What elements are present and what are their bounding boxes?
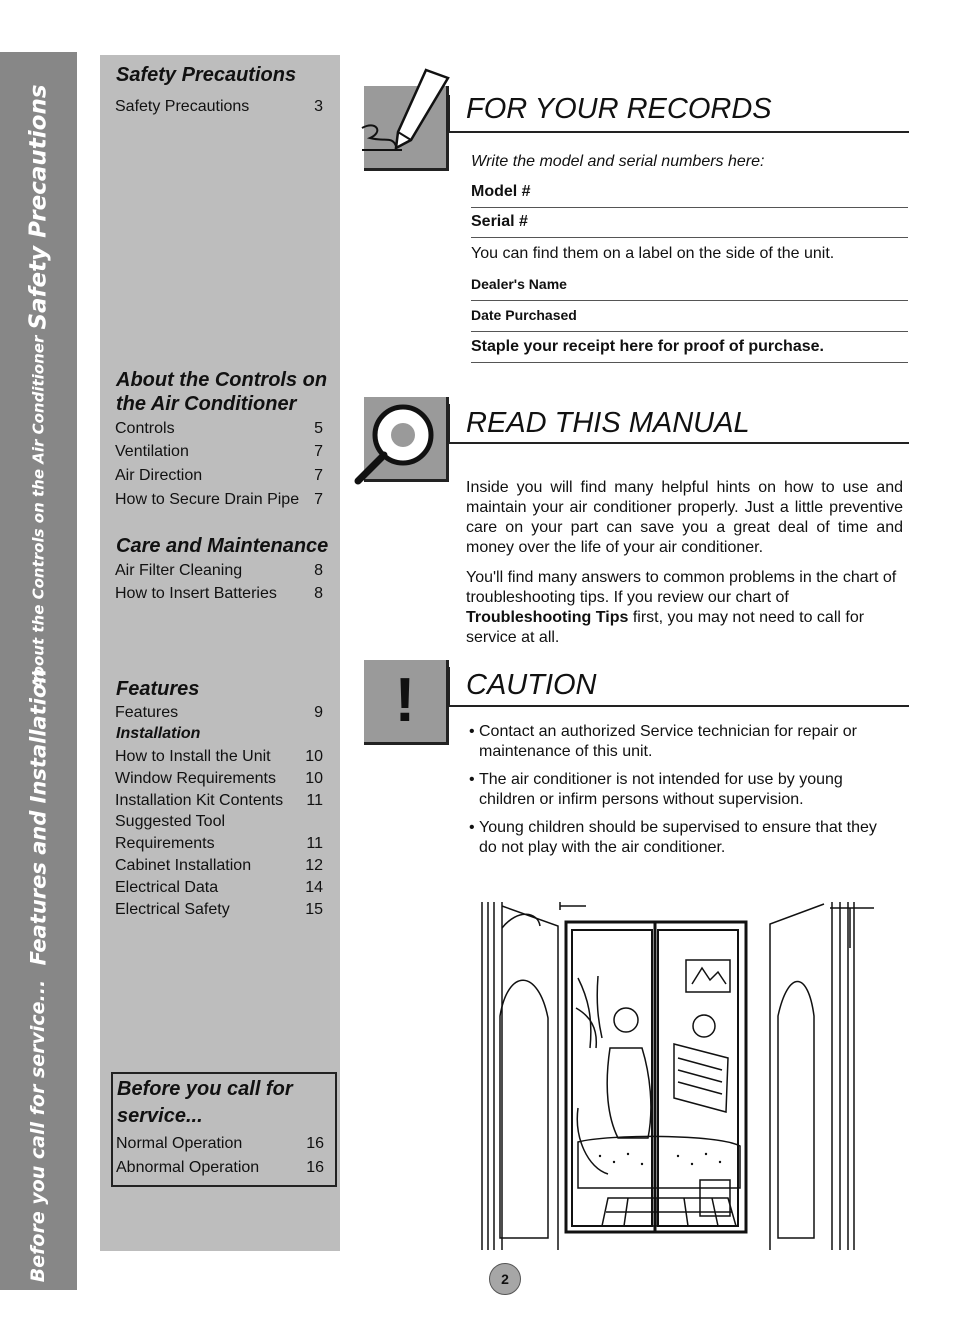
toc-heading-features: Features bbox=[116, 678, 200, 700]
caution-bullet-text: Contact an authorized Service technician for repair or maintenance of this unit. bbox=[479, 723, 857, 760]
toc-item[interactable] bbox=[115, 703, 323, 723]
model-label: Model # bbox=[471, 183, 531, 200]
toc-item-page: 15 bbox=[305, 901, 323, 918]
toc-item[interactable] bbox=[116, 1158, 324, 1178]
toc-item[interactable] bbox=[115, 878, 323, 898]
toc-item-label: Air Direction bbox=[115, 467, 203, 484]
pen-writing-icon bbox=[364, 86, 449, 171]
exclamation-glyph: ! bbox=[394, 666, 416, 735]
page-number: 2 bbox=[489, 1263, 521, 1295]
toc-service-box bbox=[111, 1072, 337, 1187]
toc-item-page: 16 bbox=[306, 1159, 324, 1176]
staple-note-text: Staple your receipt here for proof of purchase. bbox=[471, 338, 824, 355]
toc-heading-care: Care and Maintenance bbox=[116, 535, 329, 557]
toc-item-page: 16 bbox=[306, 1135, 324, 1152]
section-rule bbox=[450, 131, 909, 133]
toc-item[interactable] bbox=[115, 490, 323, 510]
sidebar-tab-label: About the Controls on the Air Conditioner bbox=[29, 335, 48, 689]
toc-item-label: Abnormal Operation bbox=[116, 1159, 260, 1176]
toc-item-label: Suggested Tool bbox=[115, 813, 226, 830]
toc-item-page: 14 bbox=[305, 879, 323, 896]
family-window-illustration bbox=[478, 898, 878, 1250]
dealer-label: Dealer's Name bbox=[471, 276, 567, 292]
dealer-field[interactable] bbox=[471, 276, 908, 301]
toc-item-label: Window Requirements bbox=[115, 770, 276, 787]
sidebar-tab-controls[interactable] bbox=[0, 335, 77, 689]
label-note: You can find them on a label on the side of the unit. bbox=[471, 245, 835, 262]
toc-item[interactable] bbox=[115, 834, 323, 854]
serial-label: Serial # bbox=[471, 213, 528, 230]
toc-item-label: Normal Operation bbox=[116, 1135, 243, 1152]
toc-heading-service bbox=[117, 1076, 293, 1130]
table-of-contents bbox=[100, 55, 340, 1251]
sidebar-tab-label: Before you call for service... bbox=[27, 979, 50, 1283]
toc-item[interactable] bbox=[115, 900, 323, 920]
section-sidebar bbox=[0, 52, 77, 1290]
toc-item[interactable] bbox=[115, 561, 323, 581]
staple-note bbox=[471, 338, 908, 363]
toc-item[interactable] bbox=[116, 1134, 324, 1154]
toc-item[interactable] bbox=[115, 442, 323, 462]
manual-paragraph-2-text: You'll find many answers to common problems in the chart of troubleshooting tips. If you review our chart of bbox=[466, 569, 897, 606]
caution-bullet-text: The air conditioner is not intended for use by young children or infirm persons without supervision. bbox=[479, 771, 843, 808]
sidebar-tab-service[interactable] bbox=[0, 972, 77, 1290]
toc-heading-safety: Safety Precautions bbox=[116, 64, 297, 86]
caution-bullet: • Young children should be supervised to ensure that they do not play with the air conditioner. bbox=[469, 818, 899, 858]
toc-item-label: Installation Kit Contents bbox=[115, 792, 284, 809]
manual-paragraph-2 bbox=[466, 568, 903, 648]
model-field[interactable] bbox=[471, 183, 908, 208]
manual-title: READ THIS MANUAL bbox=[466, 407, 750, 439]
sidebar-tab-label: Features and Installation bbox=[26, 668, 51, 966]
toc-item[interactable] bbox=[115, 97, 323, 117]
toc-item-label: Ventilation bbox=[115, 443, 189, 460]
records-title: FOR YOUR RECORDS bbox=[466, 93, 772, 125]
troubleshooting-tips-bold: Troubleshooting Tips bbox=[466, 609, 629, 626]
manual-paragraph-1: Inside you will find many helpful hints on how to use and maintain your air conditioner properly. Just a little preventive care on your part can save you a great deal of time and money over the life of your air conditioner. bbox=[466, 479, 903, 556]
toc-item[interactable] bbox=[115, 466, 323, 486]
section-bar bbox=[447, 404, 450, 444]
toc-item-label: Air Filter Cleaning bbox=[115, 562, 243, 579]
serial-field[interactable] bbox=[471, 213, 908, 238]
toc-item-label: Safety Precautions bbox=[115, 98, 250, 115]
date-field[interactable] bbox=[471, 307, 908, 332]
toc-item-page: 8 bbox=[314, 585, 323, 602]
toc-item-page: 7 bbox=[314, 443, 323, 460]
caution-bullet: • Contact an authorized Service technician for repair or maintenance of this unit. bbox=[469, 722, 899, 762]
toc-heading-controls bbox=[116, 368, 331, 416]
toc-heading-line: service... bbox=[117, 1105, 203, 1127]
sidebar-tab-features[interactable] bbox=[0, 662, 77, 972]
section-rule bbox=[450, 705, 909, 707]
toc-item-page: 8 bbox=[314, 562, 323, 579]
toc-item-page: 10 bbox=[305, 748, 323, 765]
toc-item[interactable] bbox=[115, 791, 323, 811]
toc-heading-line: About the Controls on bbox=[116, 369, 328, 391]
sidebar-tab-label: Safety Precautions bbox=[25, 84, 52, 330]
section-bar bbox=[447, 95, 450, 133]
caution-bullet-text: Young children should be supervised to ensure that they do not play with the air conditioner. bbox=[479, 819, 877, 856]
sidebar-tab-safety[interactable] bbox=[0, 52, 77, 362]
toc-item-page: 9 bbox=[314, 704, 323, 721]
date-label: Date Purchased bbox=[471, 307, 577, 323]
toc-item-label: Features bbox=[115, 704, 179, 721]
magnifier-icon bbox=[364, 397, 449, 482]
toc-item-label: How to Secure Drain Pipe bbox=[115, 491, 300, 508]
toc-item-label: How to Install the Unit bbox=[115, 748, 271, 765]
toc-item-page: 10 bbox=[305, 770, 323, 787]
exclamation-icon bbox=[364, 660, 449, 745]
toc-item[interactable] bbox=[115, 747, 323, 767]
toc-item-label: Cabinet Installation bbox=[115, 857, 252, 874]
toc-item[interactable] bbox=[115, 419, 323, 439]
toc-item-page: 3 bbox=[314, 98, 323, 115]
caution-bullet: • The air conditioner is not intended for use by young children or infirm persons without supervision. bbox=[469, 770, 899, 810]
toc-item-page: 7 bbox=[314, 467, 323, 484]
toc-item-page: 5 bbox=[314, 420, 323, 437]
records-intro: Write the model and serial numbers here: bbox=[471, 153, 765, 170]
section-rule bbox=[450, 442, 909, 444]
manual-paragraph-2-text: first, you may not need to call for service at all. bbox=[466, 609, 865, 646]
toc-item-label: How to Insert Batteries bbox=[115, 585, 277, 602]
toc-item-label: Controls bbox=[115, 420, 175, 437]
toc-item[interactable] bbox=[115, 856, 323, 876]
toc-item-label: Requirements bbox=[115, 835, 215, 852]
toc-heading-line: the Air Conditioner bbox=[116, 393, 297, 415]
toc-item[interactable] bbox=[115, 812, 323, 832]
caution-title: CAUTION bbox=[466, 669, 597, 701]
toc-item-label: Electrical Data bbox=[115, 879, 219, 896]
toc-item[interactable] bbox=[115, 769, 323, 789]
section-bar bbox=[447, 667, 450, 707]
toc-subheading-installation: Installation bbox=[116, 725, 201, 742]
toc-item-label: Electrical Safety bbox=[115, 901, 230, 918]
toc-item-page: 7 bbox=[314, 491, 323, 508]
toc-item-page: 12 bbox=[305, 857, 323, 874]
toc-heading-line: Before you call for bbox=[117, 1078, 293, 1100]
toc-item[interactable] bbox=[115, 584, 323, 604]
toc-item-page: 11 bbox=[306, 792, 323, 809]
toc-item-page: 11 bbox=[306, 835, 323, 852]
